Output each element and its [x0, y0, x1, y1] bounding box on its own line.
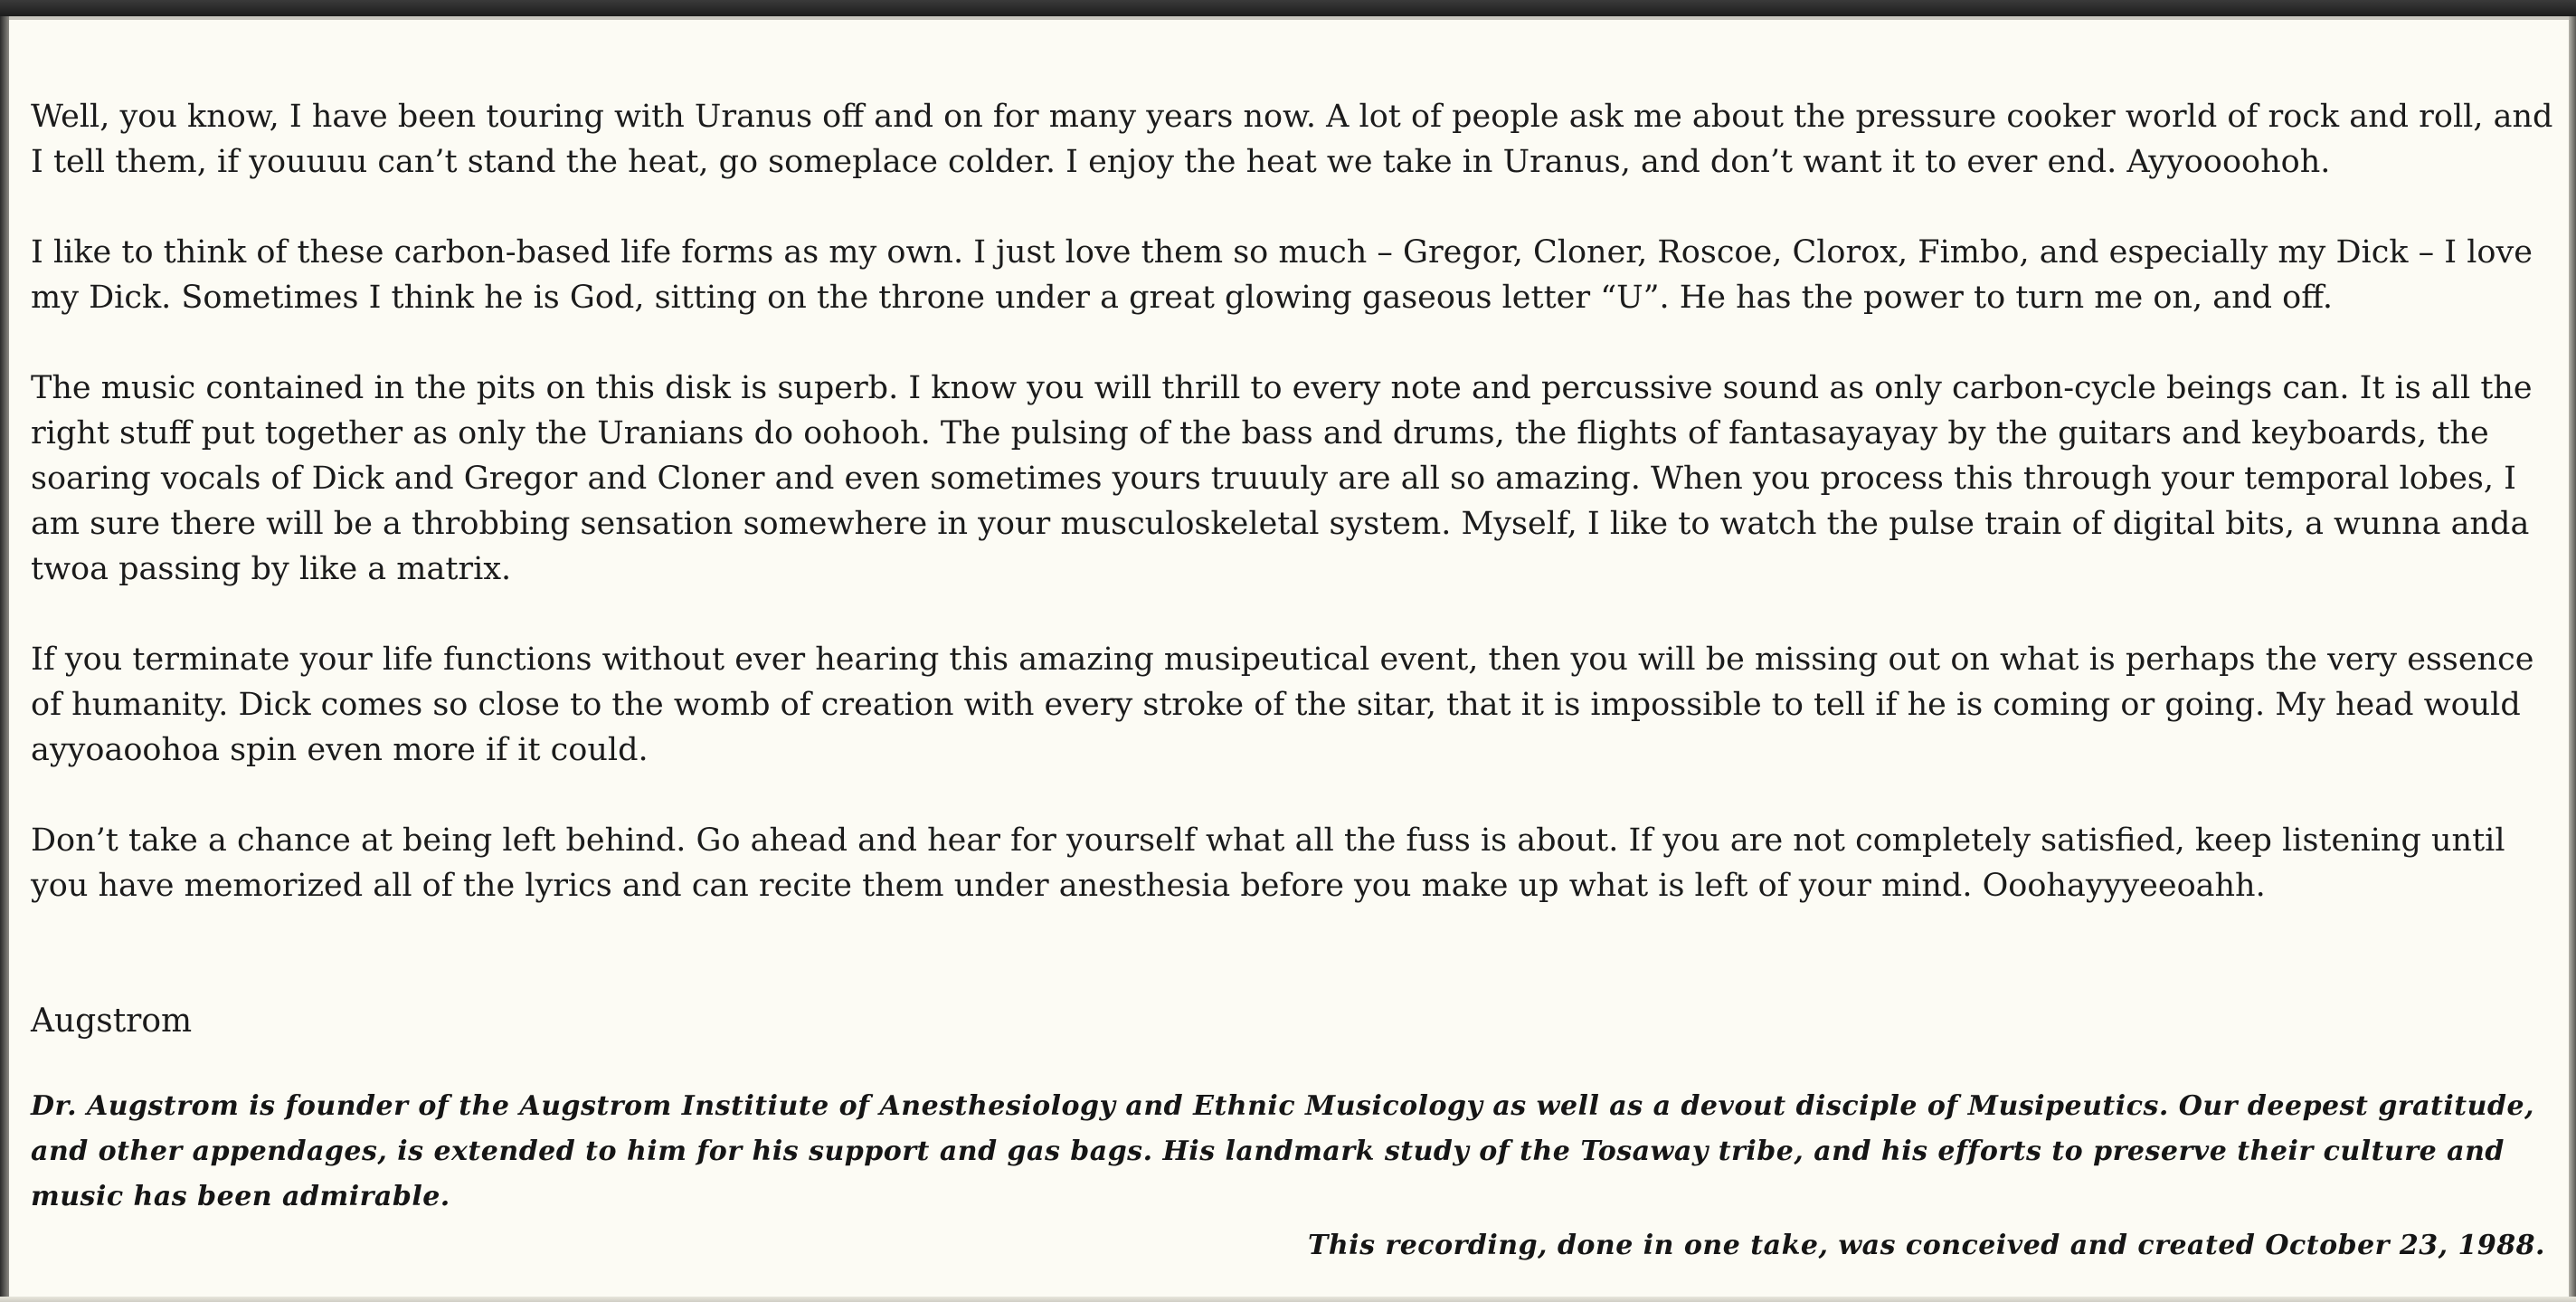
right-edge — [2569, 16, 2576, 1302]
top-edge — [0, 0, 2576, 16]
letter-body — [31, 94, 2554, 954]
letter-paragraph-2: I like to think of these carbon-based life forms as my own. I just love them so much – Gregor, Cloner, Roscoe, Clorox, Fimbo, and especially my Dick – I love my Dick. Sometimes I think he is God, sitting on the throne under a great glowing gaseous letter “U”. He has the power to turn me on, and off. — [31, 234, 2533, 316]
letter-paragraph-1: Well, you know, I have been touring with Uranus off and on for many years now. A lot of people ask me about the pressure cooker world of rock and roll, and I tell them, if youuuu can’t stand the heat, go someplace colder. I enjoy the heat we take in Uranus, and don’t want it to ever end. Ayyoooohoh. — [31, 99, 2553, 180]
letter-paragraph-4: If you terminate your life functions without ever hearing this amazing musipeutical event, then you will be missing out on what is perhaps the very essence of humanity. Dick comes so close to the womb of creation with every stroke of the sitar, that it is impossible to tell if he is coming or going. My head would ayyoaoohoa spin even more if it could. — [31, 641, 2534, 768]
author-credits: Dr. Augstrom is founder of the Augstrom Institiute of Anesthesiology and Ethnic Musicology as well as a devout disciple of Musipeutics. Our deepest gratitude, and other appendages, is extended to him for his support and gas bags. His landmark study of the Tosaway tribe, and his efforts to preserve their culture and music has been admirable. — [31, 1090, 2534, 1212]
left-edge — [0, 16, 9, 1302]
letter-signature: Augstrom — [31, 1003, 193, 1040]
letter-paragraph-3: The music contained in the pits on this disk is superb. I know you will thrill to every note and percussive sound as only carbon-cycle beings can. It is all the right stuff put together as only the Uranians do oohooh. The pulsing of the bass and drums, the flights of fantasayayay by the guitars and keyboards, the soaring vocals of Dick and Gregor and Cloner and even sometimes yours truuuly are all so amazing. When you process this through your temporal lobes, I am sure there will be a throbbing sensation somewhere in your musculoskeletal system. Myself, I like to watch the pulse train of digital bits, a wunna anda twoa passing by like a matrix. — [31, 370, 2533, 587]
letter-paragraph-5: Don’t take a chance at being left behind. Go ahead and hear for yourself what all the fuss is about. If you are not completely satisfied, keep listening until you have memorized all of the lyrics and can recite them under anesthesia before you make up what is left of your mind. Ooohayyyeeoahh. — [31, 822, 2505, 904]
recording-note: This recording, done in one take, was conceived and created October 23, 1988. — [1308, 1230, 2545, 1261]
bottom-edge — [0, 1297, 2576, 1302]
top-edge-highlight — [0, 16, 2576, 20]
